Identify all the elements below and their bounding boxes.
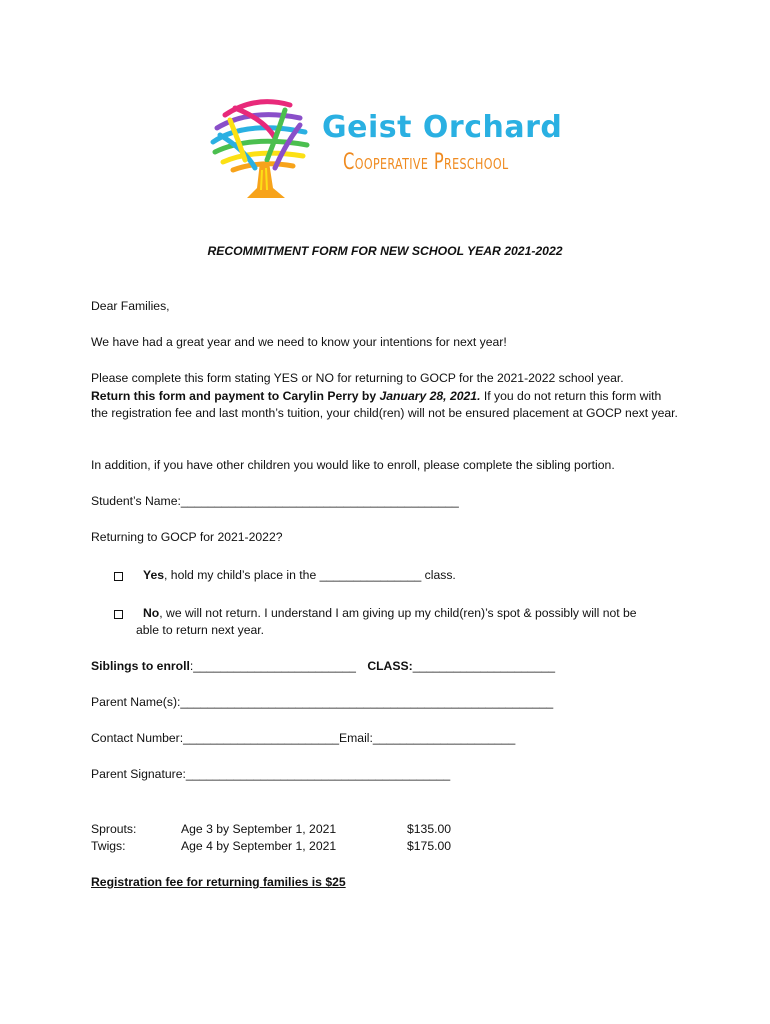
contact-email-field[interactable]: Contact Number:_______________________Email:_____________________: [91, 731, 516, 745]
student-name-field[interactable]: Student’s Name:_________________________________________: [91, 494, 459, 508]
option-no-text: , we will not return. I understand I am giving up my child(ren)’s spot & possibly will not be: [159, 606, 637, 620]
option-yes-text: , hold my child’s place in the _______________ class.: [164, 568, 456, 582]
fee-program-twigs: Twigs:: [91, 839, 126, 853]
fee-program-sprouts: Sprouts:: [91, 822, 137, 836]
option-no: [143, 605, 637, 623]
sibling-note: In addition, if you have other children you would like to enroll, please complete the sibling portion.: [91, 458, 615, 472]
class-line: _____________________: [412, 659, 556, 673]
instructions-paragraph: [91, 370, 681, 423]
option-no-label: No: [143, 606, 160, 620]
fee-price-sprouts: $135.00: [407, 822, 452, 836]
siblings-label: Siblings to enroll: [91, 659, 190, 673]
logo-subtitle: Cooperative Preschool: [343, 150, 509, 175]
tree-icon: [205, 90, 325, 202]
registration-fee-note: Registration fee for returning families is $25: [91, 875, 346, 889]
instructions-line1: Please complete this form stating YES or NO for returning to GOCP for the 2021-2022 school year.: [91, 371, 624, 385]
option-no-continued: able to return next year.: [136, 623, 265, 637]
fee-price-twigs: $175.00: [407, 839, 452, 853]
siblings-row[interactable]: [91, 658, 555, 676]
class-label: CLASS:: [367, 659, 413, 673]
option-yes-label: Yes: [143, 568, 165, 582]
option-yes: [143, 567, 456, 585]
parent-names-field[interactable]: Parent Name(s):_______________________________________________________: [91, 695, 554, 709]
fee-age-twigs: Age 4 by September 1, 2021: [181, 839, 337, 853]
no-checkbox[interactable]: [114, 610, 123, 619]
intro-text: We have had a great year and we need to know your intentions for next year!: [91, 335, 507, 349]
siblings-line: :________________________: [189, 659, 356, 673]
instructions-bold: Return this form and payment to Carylin Perry by: [91, 388, 380, 403]
returning-question: Returning to GOCP for 2021-2022?: [91, 530, 283, 544]
deadline-date: January 28, 2021.: [379, 388, 481, 403]
form-title: RECOMMITMENT FORM FOR NEW SCHOOL YEAR 2021-2022: [207, 244, 563, 258]
parent-signature-field[interactable]: Parent Signature:_______________________________________: [91, 767, 451, 781]
fee-age-sprouts: Age 3 by September 1, 2021: [181, 822, 337, 836]
instructions-rest: If you do not return this form with the registration fee and last month’s tuition, your child(ren) will not be ensured placement at GOCP next year.: [91, 388, 678, 420]
logo-name: Geist Orchard: [322, 110, 563, 145]
yes-checkbox[interactable]: [114, 572, 123, 581]
school-logo: [205, 90, 565, 202]
greeting: Dear Families,: [91, 299, 170, 313]
